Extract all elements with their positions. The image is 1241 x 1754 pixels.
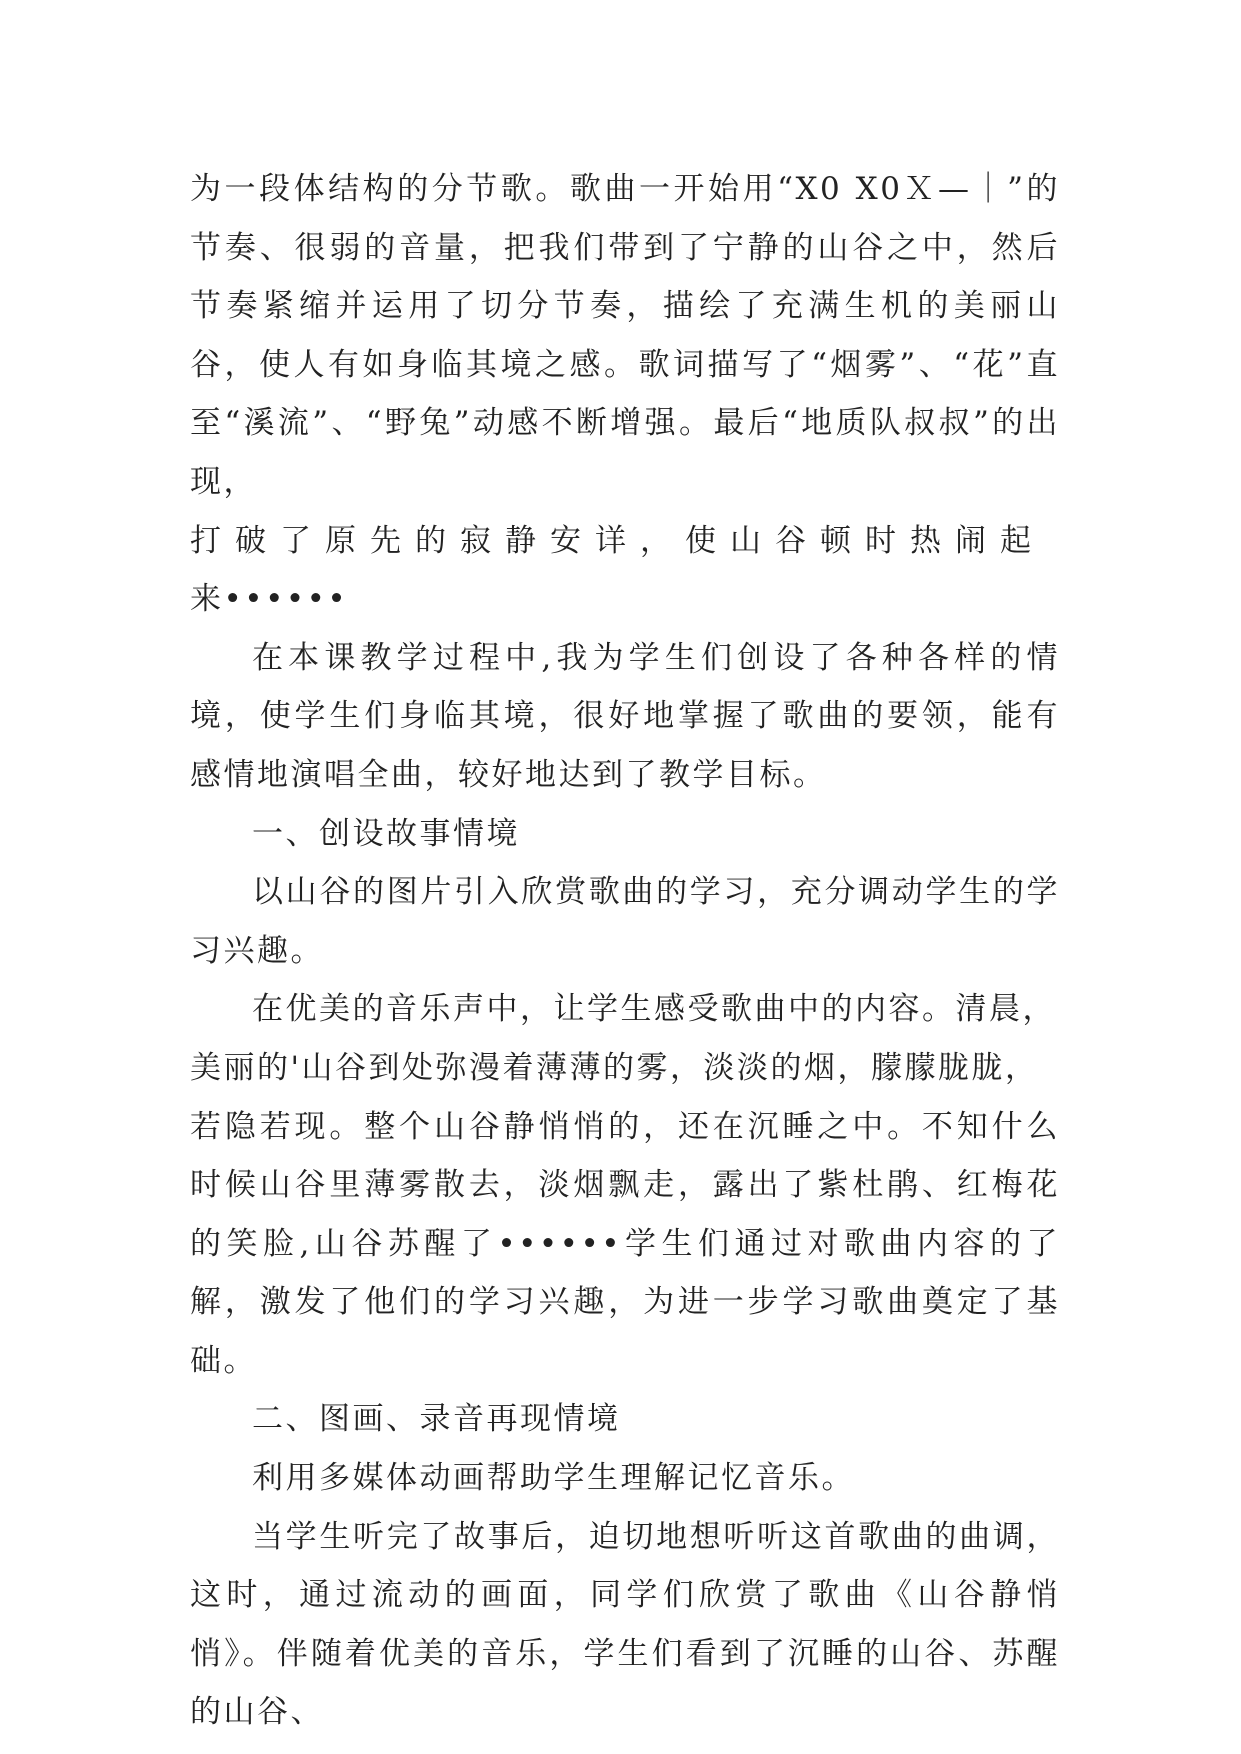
paragraph-song-structure: 为一段体结构的分节歌。歌曲一开始用“X0 X0Ｘ—｜”的节奏、很弱的音量，把我们带到了宁静的山谷之中，然后节奏紧缩并运用了切分节奏，描绘了充满生机的美丽山谷，使人有如身临其境之感。歌词描写了“烟雾”、“花”直至“溪流”、“野兔”动感不断增强。最后“地质队叔叔”的出现，	[190, 171, 1060, 500]
paragraph-story-intro: 以山谷的图片引入欣赏歌曲的学习，充分调动学生的学习兴趣。	[190, 874, 1060, 969]
section-heading-story: 一、创设故事情境	[252, 815, 520, 852]
paragraph-story-detail: 在优美的音乐声中，让学生感受歌曲中的内容。清晨，	[252, 991, 1056, 1028]
paragraph-song-structure-continued: 打破了原先的寂静安详，使山谷顿时热闹起	[190, 522, 1045, 559]
paragraph-story-detail-line2: 美丽的'山谷到处弥漫着薄薄的雾，淡淡的烟，朦朦胧胧，	[190, 1049, 1039, 1086]
paragraph-teaching-overview: 在本课教学过程中,我为学生们创设了各种各样的情境，使学生们身临其境，很好地掌握了歌曲的要领，能有感情地演唱全曲，较好地达到了教学目标。	[190, 639, 1060, 793]
paragraph-song-structure-end: 来••••••	[190, 581, 349, 618]
paragraph-story-detail-rest: 若隐若现。整个山谷静悄悄的，还在沉睡之中。不知什么时候山谷里薄雾散去，淡烟飘走，露出了紫杜鹃、红梅花的笑脸,山谷苏醒了••••••学生们通过对歌曲内容的了解，激发了他们的学习兴趣，为进一步学习歌曲奠定了基础。	[190, 1108, 1060, 1379]
paragraph-media-detail: 当学生听完了故事后，迫切地想听听这首歌曲的曲调，这时，通过流动的画面，同学们欣赏了歌曲《山谷静悄悄》。伴随着优美的音乐，学生们看到了沉睡的山谷、苏醒的山谷、	[190, 1518, 1060, 1731]
document-body	[190, 160, 1060, 1742]
section-heading-media: 二、图画、录音再现情境	[252, 1401, 621, 1438]
paragraph-media-intro: 利用多媒体动画帮助学生理解记忆音乐。	[252, 1460, 855, 1497]
